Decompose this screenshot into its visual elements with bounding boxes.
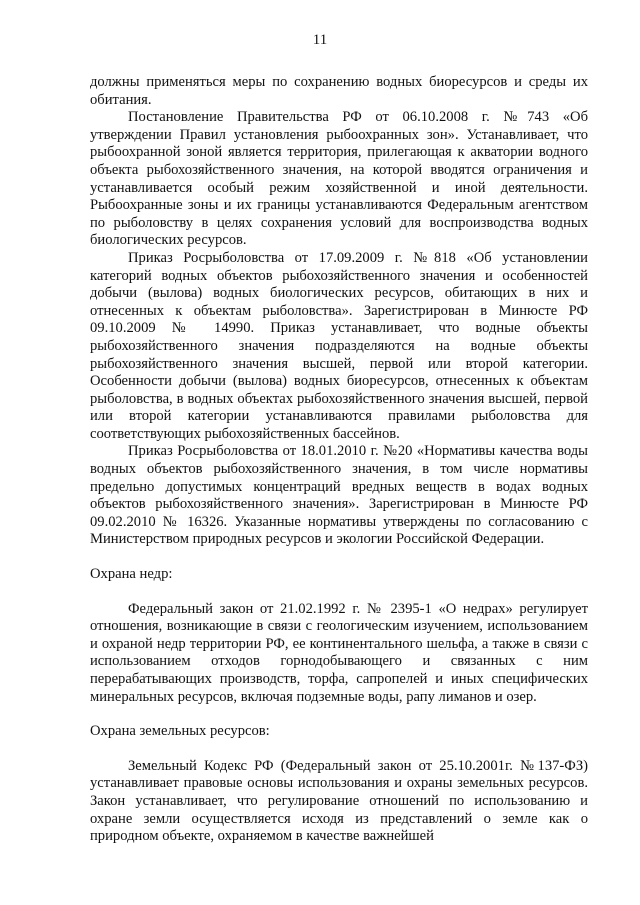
paragraph-prikaz-20: Приказ Росрыболовства от 18.01.2010 г. №20 «Нормативы качества воды водных объектов рыбохозяйственного значения, в том числе нормативы предельно допустимых концентраций вредных веществ в водах водных объектов рыбохозяйственного значения». Зарегистрирован в Минюсте РФ 09.02.2010 № 16326. Указанные нормативы утверждены по согласованию с Министерством природных ресурсов и экологии Российской Федерации. xyxy=(90,443,588,548)
spacer xyxy=(90,549,588,566)
spacer xyxy=(90,706,588,723)
paragraph-postanovlenie-743: Постановление Правительства РФ от 06.10.2008 г. №743 «Об утверждении Правил установления рыбоохранных зон». Устанавливает, что рыбоохранной зоной является территория, прилегающая к акватории водного объекта рыбохозяйственного значения, на которой вводятся ограничения и устанавливается особый режим хозяйственной и иной деятельности. Рыбоохранные зоны и их границы устанавливаются Федеральным агентством по рыболовству в целях сохранения условий для воспроизводства водных биологических ресурсов. xyxy=(90,109,588,249)
paragraph-nedra: Федеральный закон от 21.02.1992 г. № 2395-1 «О недрах» регулирует отношения, возникающие в связи с геологическим изучением, использованием и охраной недр территории РФ, ее континентального шельфа, а также в связи с использованием отходов горнодобывающего и связанных с ним перерабатывающих производств, торфа, сапропелей и иных специфических минеральных ресурсов, включая подземные воды, рапу лиманов и озер. xyxy=(90,600,588,705)
paragraph-land: Земельный Кодекс РФ (Федеральный закон от 25.10.2001г. №137-ФЗ) устанавливает правовые основы использования и охраны земельных ресурсов. Закон устанавливает, что регулирование отношений по использованию и охране земли осуществляется исходя из представлений о земле как о природном объекте, охраняемом в качестве важнейшей xyxy=(90,757,588,845)
spacer xyxy=(90,584,588,601)
section-heading-nedra: Охрана недр: xyxy=(90,566,173,583)
spacer xyxy=(90,741,588,758)
section-heading-land: Охрана земельных ресурсов: xyxy=(90,723,270,740)
document-body xyxy=(90,74,588,846)
paragraph-continuation: должны применяться меры по сохранению водных биоресурсов и среды их обитания. xyxy=(90,74,588,108)
paragraph-prikaz-818: Приказ Росрыболовства от 17.09.2009 г. №818 «Об установлении категорий водных объектов рыбохозяйственного значения и особенностей добычи (вылова) водных биологических ресурсов, обитающих в них и отнесенных к объектам рыболовства». Зарегистрирован в Минюсте РФ 09.10.2009 № 14990. Приказ устанавливает, что водные объекты рыбохозяйственного значения подразделяются на водные объекты рыбохозяйственного значения высшей, первой или второй категории. Особенности добычи (вылова) водных биоресурсов, отнесенных к объектам рыболовства, в водных объектах рыбохозяйственного значения высшей, первой или второй категории устанавливаются правилами рыболовства для соответствующих рыбохозяйственных бассейнов. xyxy=(90,249,588,442)
page-number: 11 xyxy=(312,32,328,48)
